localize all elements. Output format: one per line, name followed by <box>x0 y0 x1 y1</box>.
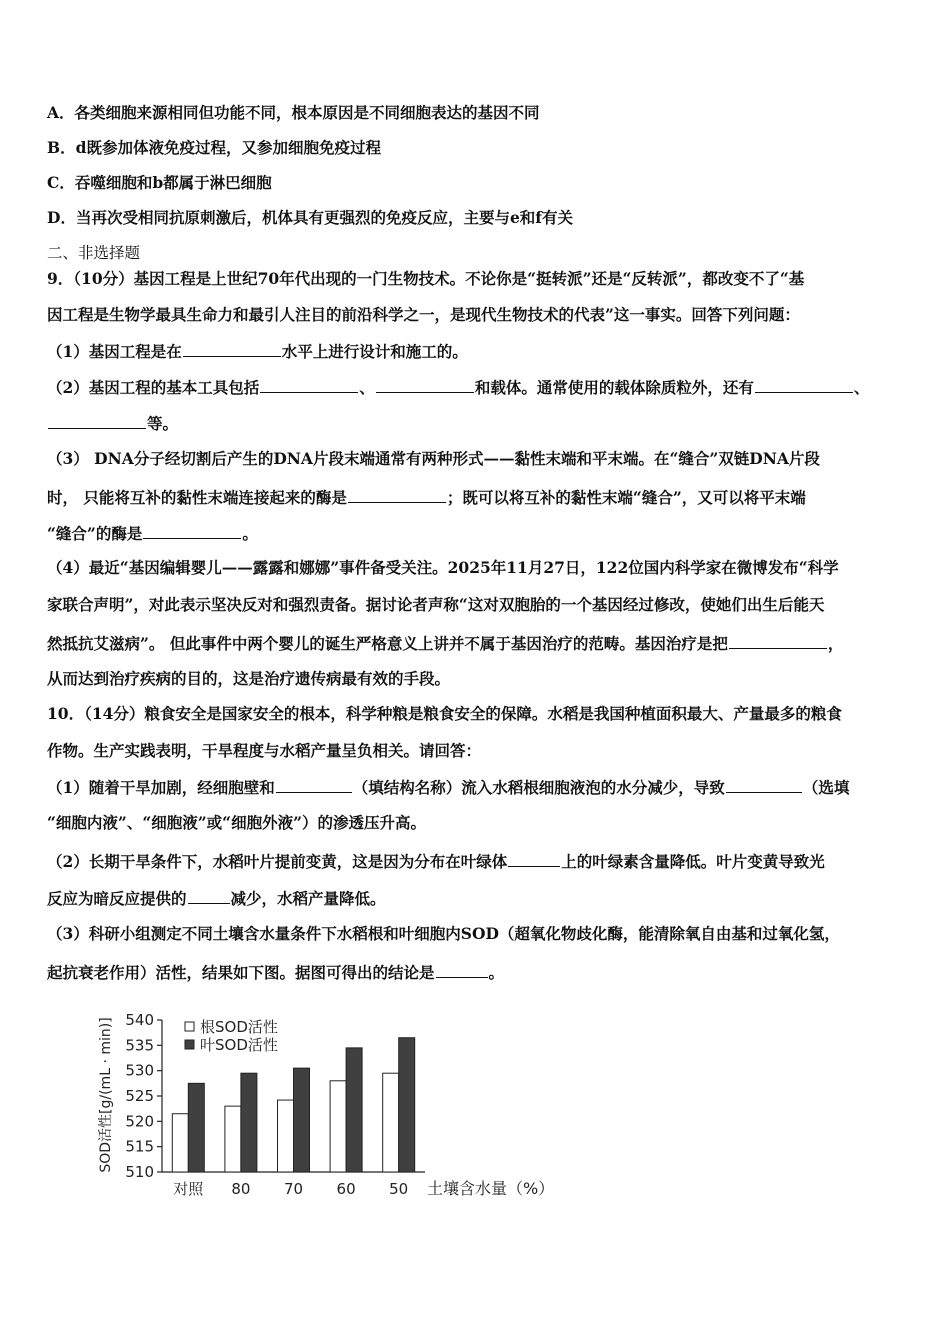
q9-part3-line3 <box>47 522 907 544</box>
answer-blank[interactable] <box>726 776 802 793</box>
legend-label: 叶SOD活性 <box>200 1036 278 1054</box>
answer-blank[interactable] <box>143 522 241 539</box>
q9-p2-text-b: 、 <box>359 378 375 397</box>
q9-p3-text-b: ；既可以将互补的黏性末端“缝合”，又可以将平末端 <box>446 488 806 507</box>
q9-part4-line1: （4）最近“基因编辑婴儿——露露和娜娜”事件备受关注。2025年11月27日，122位国内科学家在微博发布“科学 <box>47 558 839 577</box>
x-tick-label: 80 <box>231 1180 251 1198</box>
x-axis-label: 土壤含水量（%） <box>427 1179 555 1198</box>
bar-leaf-sod <box>241 1073 257 1172</box>
answer-blank[interactable] <box>508 850 560 867</box>
x-tick-label: 对照 <box>173 1180 204 1198</box>
answer-blank[interactable] <box>376 376 474 393</box>
q9-p2-text-a: （2）基因工程的基本工具包括 <box>47 378 260 397</box>
y-axis-ticks <box>125 1011 162 1181</box>
bar-root-sod <box>330 1081 346 1172</box>
q10-p1-text-b: （填结构名称）流入水稻根细胞液泡的水分减少，导致 <box>352 778 725 797</box>
q9-part4-line2: 家联合声明”，对此表示坚决反对和强烈责备。据讨论者声称“这对双胞胎的一个基因经过修改，使她们出生后能天 <box>47 595 825 614</box>
q9-line2: 因工程是生物学最具生命力和最引人注目的前沿科学之一，是现代生物技术的代表”这一事实。回答下列问题： <box>47 305 800 324</box>
option-d: D．当再次受相同抗原刺激后，机体具有更强烈的免疫反应，主要与e和f有关 <box>47 208 573 227</box>
option-c: C．吞噬细胞和b都属于淋巴细胞 <box>47 173 272 192</box>
q9-part1 <box>47 340 907 362</box>
answer-blank[interactable] <box>48 412 146 429</box>
legend-swatch <box>185 1040 194 1049</box>
bar-root-sod <box>278 1100 294 1172</box>
bar-leaf-sod <box>294 1068 310 1172</box>
q10-p1-text-a: （1）随着干旱加剧，经细胞壁和 <box>47 778 275 797</box>
bar-leaf-sod <box>346 1048 362 1172</box>
q9-p4-text-a: 然抵抗艾滋病”。 但此事件中两个婴儿的诞生严格意义上讲并不属于基因治疗的范畴。基因治疗是把 <box>47 634 728 653</box>
bar-leaf-sod <box>188 1083 204 1172</box>
y-tick-label: 520 <box>125 1112 154 1131</box>
q9-p2-text-d: 、 <box>853 378 870 397</box>
option-a: A．各类细胞来源相同但功能不同，根本原因是不同细胞表达的基因不同 <box>47 103 540 122</box>
option-b: B．d既参加体液免疫过程，又参加细胞免疫过程 <box>47 138 381 157</box>
q9-part2-cont <box>47 412 907 434</box>
q9-part2 <box>47 376 907 398</box>
bars-group <box>172 1038 414 1172</box>
q9-p3-text-a: 时， 只能将互补的黏性末端连接起来的酶是 <box>47 488 347 507</box>
q10-part3-line1: （3）科研小组测定不同土壤含水量条件下水稻根和叶细胞内SOD（超氧化物歧化酶，能清除氧自由基和过氧化氢， <box>47 924 840 943</box>
q9-part3-line1: （3） DNA分子经切割后产生的DNA片段末端通常有两种形式——黏性末端和平末端。在“缝合”双链DNA片段 <box>47 449 820 468</box>
q10-part2-line2 <box>47 887 907 909</box>
bar-leaf-sod <box>399 1038 415 1172</box>
bar-root-sod <box>225 1106 241 1172</box>
q10-part2 <box>47 850 907 872</box>
q10-part3-line2 <box>47 961 907 983</box>
answer-blank[interactable] <box>183 340 281 357</box>
y-tick-label: 525 <box>125 1087 154 1105</box>
y-tick-label: 535 <box>125 1036 154 1055</box>
y-tick-label: 510 <box>125 1163 154 1181</box>
x-axis-ticks <box>173 1180 408 1198</box>
q10-p3-text-b: 。 <box>488 963 505 982</box>
sod-activity-chart <box>90 1000 570 1210</box>
y-tick-label: 540 <box>125 1011 154 1029</box>
q9-p3-text-c: “缝合”的酶是 <box>47 524 143 543</box>
answer-blank[interactable] <box>276 776 352 793</box>
bar-root-sod <box>383 1073 399 1172</box>
answer-blank[interactable] <box>436 961 488 978</box>
q10-p2-text-c: 反应为暗反应提供的 <box>47 889 187 908</box>
legend-label: 根SOD活性 <box>200 1018 278 1036</box>
q9-p1-text-b: 水平上进行设计和施工的。 <box>281 342 468 361</box>
q10-p2-text-a: （2）长期干旱条件下，水稻叶片提前变黄，这是因为分布在叶绿体 <box>47 852 508 871</box>
section-heading: 二、非选择题 <box>47 244 141 262</box>
answer-blank[interactable] <box>260 376 358 393</box>
q9-p2-text-e: 等。 <box>147 414 179 433</box>
answer-blank[interactable] <box>755 376 853 393</box>
x-tick-label: 70 <box>283 1180 304 1198</box>
q10-part1-line2: “细胞内液”、“细胞液”或“细胞外液”）的渗透压升高。 <box>47 813 426 832</box>
q9-line1: 9．（10分）基因工程是上世纪70年代出现的一门生物技术。不论你是“挺转派”还是“反转派”，都改变不了“基 <box>47 269 805 288</box>
q10-p3-text-a: 起抗衰老作用）活性，结果如下图。据图可得出的结论是 <box>47 963 435 982</box>
y-axis-label: SOD活性[g/(mL · min)] <box>98 1017 114 1173</box>
legend <box>185 1018 278 1054</box>
q10-part1 <box>47 776 907 798</box>
q10-p1-text-c: （选填 <box>802 778 850 797</box>
answer-blank[interactable] <box>729 632 827 649</box>
q9-p2-text-c: 和载体。通常使用的载体除质粒外，还有 <box>474 378 754 397</box>
bar-root-sod <box>172 1114 188 1172</box>
q9-p1-text-a: （1）基因工程是在 <box>47 342 182 361</box>
q9-p3-text-d: 。 <box>242 524 258 543</box>
q10-line1: 10．（14分）粮食安全是国家安全的根本，科学种粮是粮食安全的保障。水稻是我国种植面积最大、产量最多的粮食 <box>47 704 842 723</box>
q9-part3-line2 <box>47 486 907 508</box>
y-tick-label: 515 <box>125 1137 154 1156</box>
q9-part4-line4: 从而达到治疗疾病的目的，这是治疗遗传病最有效的手段。 <box>47 669 451 688</box>
legend-swatch <box>185 1022 194 1031</box>
q9-p4-text-b: ， <box>827 634 844 653</box>
answer-blank[interactable] <box>348 486 446 503</box>
q9-part4-line3 <box>47 632 907 654</box>
q10-line2: 作物。生产实践表明，干旱程度与水稻产量呈负相关。请回答： <box>47 741 482 760</box>
q10-p2-text-d: 减少，水稻产量降低。 <box>230 889 386 908</box>
answer-blank[interactable] <box>188 887 230 904</box>
x-tick-label: 50 <box>389 1180 409 1198</box>
x-tick-label: 60 <box>336 1180 356 1198</box>
q10-p2-text-b: 上的叶绿素含量降低。叶片变黄导致光 <box>561 852 825 871</box>
y-tick-label: 530 <box>125 1061 154 1080</box>
